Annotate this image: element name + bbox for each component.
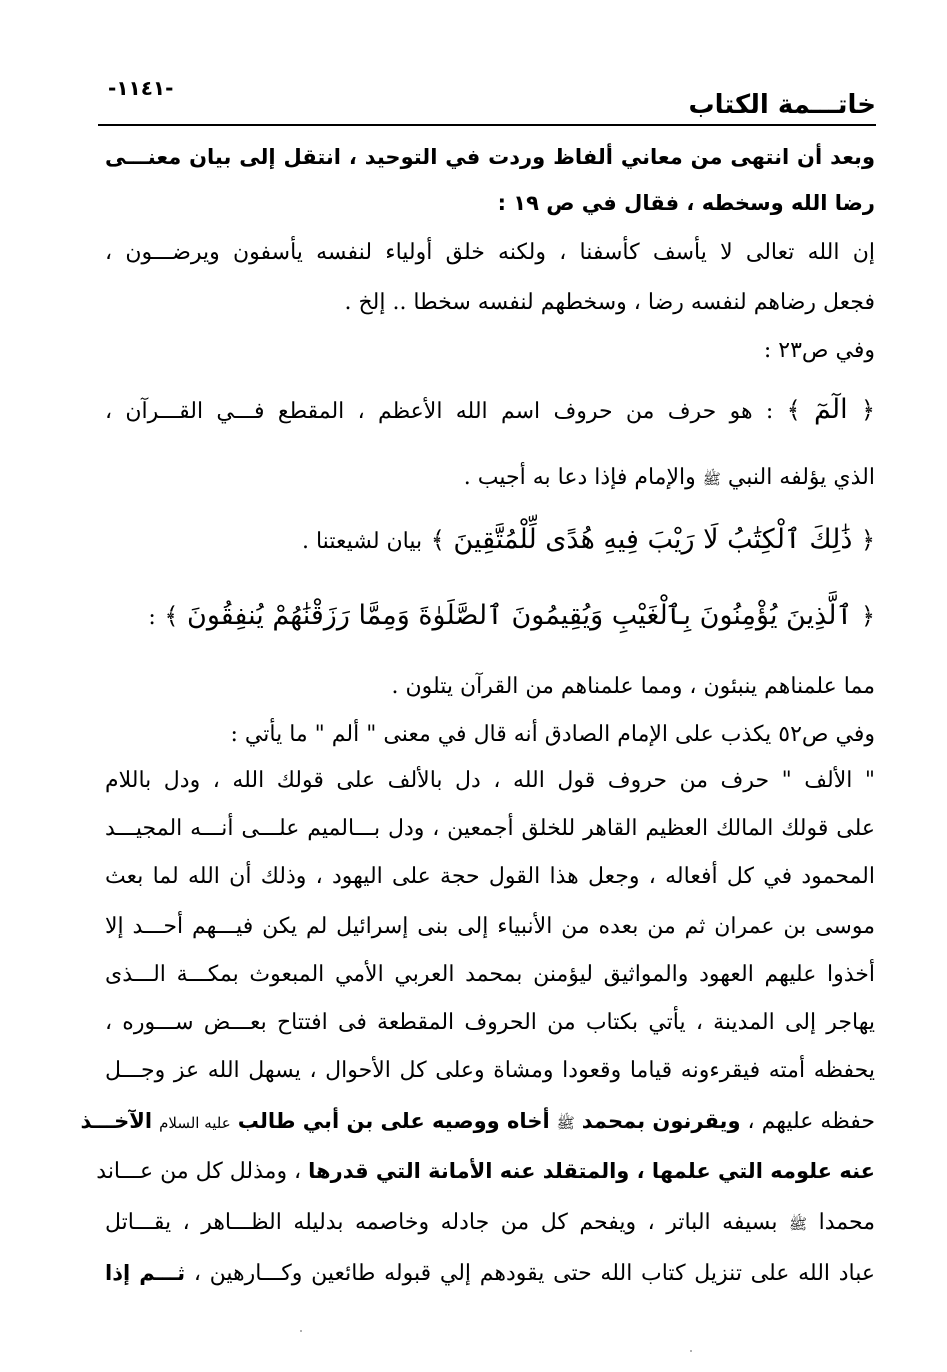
text-line: على قولك المالك العظيم القاهر للخلق أجمعين ، ودل بـــالميم علـــى أنـــه المجيـــد xyxy=(105,816,875,841)
quran-verse: ٱلَّذِينَ يُؤْمِنُونَ بِٱلْغَيْبِ وَيُقِيمُونَ ٱلصَّلَوٰةَ وَمِمَّا رَزَقْنَٰهُمْ يُنفِقُونَ xyxy=(187,600,853,631)
honorific-glyph: عليه السلام xyxy=(159,1114,231,1132)
text-line: " الألف " حرف من حروف قول الله ، دل بالألف على قولك الله ، ودل باللام xyxy=(105,768,875,793)
quran-line xyxy=(105,520,875,566)
text-line: وفي ص٥٢ يكذب على الإمام الصادق أنه قال في معنى " ألم " ما يأتي : xyxy=(230,722,875,747)
text-line xyxy=(105,1258,875,1292)
bold-segment: الآخـــذ xyxy=(80,1109,153,1133)
text-segment: والإمام فإذا دعا به أجيب . xyxy=(463,465,696,490)
header-rule xyxy=(98,124,876,126)
quran-bracket: ﴿ xyxy=(860,396,876,424)
text-line: مما علمناهم ينبئون ، ومما علمناهم من القرآن يتلون . xyxy=(391,674,875,699)
text-line xyxy=(96,1156,875,1190)
text-line: وبعد أن انتهى من معاني ألفاظ وردت في التوحيد ، انتقل إلى بيان معنـــى xyxy=(105,145,875,169)
text-line: أخذوا عليهم العهود والمواثيق ليؤمنن بمحمد العربي الأمي المبعوث بمكـــة الـــذى xyxy=(105,962,875,987)
quran-bracket: ﴿ xyxy=(860,602,875,630)
scan-speck xyxy=(690,1350,692,1352)
honorific-glyph: ﷺ xyxy=(702,470,721,488)
text-line: وفي ص٢٣ : xyxy=(763,338,875,363)
running-title: خاتـــمة الكتاب xyxy=(688,90,876,120)
text-line: يحفظه أمته فيقرءونه قياما وقعودا ومشاة وعلى كل الأحوال ، يسهل الله عز وجـــل xyxy=(105,1058,875,1083)
quran-verse: ذَٰلِكَ ٱلْكِتَٰبُ لَا رَيْبَ فِيهِ هُدًى لِّلْمُتَّقِينَ xyxy=(453,524,853,555)
quran-bracket: ﴿ xyxy=(860,526,875,554)
text-line: موسى بن عمران ثم من بعده من الأنبياء إلى بنى إسرائيل لم يكن فيـــهم أحـــد إلا xyxy=(105,914,875,939)
bold-segment: أخاه ووصيه على بن أبي طالب xyxy=(237,1109,550,1133)
text-segment: : xyxy=(148,605,156,630)
quran-bracket: ﴾ xyxy=(786,396,801,424)
bold-segment: ثـــم إذا xyxy=(105,1261,186,1285)
text-line xyxy=(105,395,875,435)
text-segment: محمدا xyxy=(818,1210,875,1235)
page-number: -١١٤١- xyxy=(108,76,174,100)
text-line: إن الله تعالى لا يأسف كأسفنا ، ولكنه خلق أولياء لنفسه يأسفون ويرضـــون ، xyxy=(105,240,875,265)
quran-verse: الٓمٓ xyxy=(813,394,848,425)
scan-speck xyxy=(300,1330,302,1332)
quran-bracket: ﴾ xyxy=(164,602,179,630)
bold-segment: عنه علومه التي علمها ، والمتقلد عنه الأمانة التي قدرها xyxy=(308,1159,875,1183)
text-segment: : هو حرف من حروف اسم الله الأعظم ، المقطع فـــي القـــرآن ، xyxy=(105,399,774,424)
text-line: يهاجر إلى المدينة ، يأتي بكتاب من الحروف المقطعة فى افتتاح بعـــض ســـوره ، xyxy=(105,1010,875,1035)
quran-bracket: ﴾ xyxy=(430,526,445,554)
text-line: المحمود في كل أفعاله ، وجعل هذا القول حجة على اليهود ، وذلك أن الله لما بعث xyxy=(105,864,875,889)
text-line: رضا الله وسخطه ، فقال في ص ١٩ : xyxy=(497,191,875,215)
text-line xyxy=(105,463,875,497)
text-segment: ، ومذلل كل من عـــاند xyxy=(96,1159,302,1184)
page-header xyxy=(98,76,876,122)
bold-segment: ويقرنون بمحمد xyxy=(581,1109,741,1133)
text-segment: بيان لشيعتنا . xyxy=(301,529,423,554)
text-line: فجعل رضاهم لنفسه رضا ، وسخطهم لنفسه سخطا .. إلخ . xyxy=(344,290,875,315)
honorific-glyph: ﷺ xyxy=(556,1114,575,1132)
text-segment: حفظه عليهم ، xyxy=(747,1109,875,1134)
text-line xyxy=(80,1106,875,1140)
text-segment: الذي يؤلفه النبي xyxy=(727,465,875,490)
quran-line xyxy=(105,596,875,642)
text-segment: عباد الله على تنزيل كتاب الله حتى يقودهم إلي قبوله طائعين وكـــارهين ، xyxy=(193,1261,875,1286)
honorific-glyph: ﷺ xyxy=(788,1215,808,1233)
text-line xyxy=(105,1208,875,1242)
text-segment: بسيفه الباتر ، ويفحم كل من جادله وخاصمه بدليله الظـــاهر ، يقـــاتل xyxy=(105,1210,778,1235)
